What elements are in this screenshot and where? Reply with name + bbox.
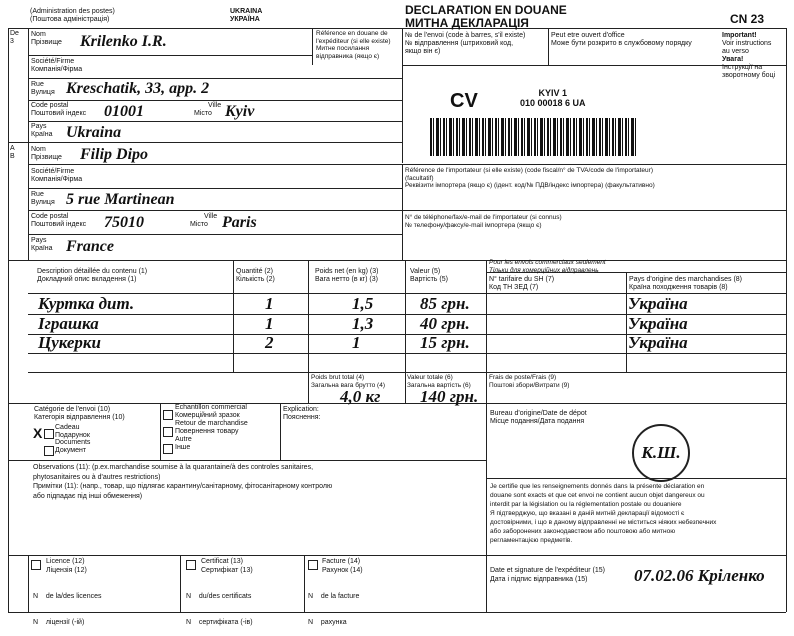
recipient-postcode: 75010 <box>104 214 144 231</box>
category-other-checkbox[interactable] <box>163 444 173 454</box>
item-weight: 1,3 <box>352 314 374 333</box>
invoice-field: Facture (14) Рахунок (14) <box>322 558 363 574</box>
explanation-label: Explication: Пояснення: <box>283 406 321 421</box>
observations-label: Observations (11): (p.ex.marchandise soumise à la quarantaine/à des controles sanitaires, phytosanitaires ou à d'autres restrictions) Примітки (11): (напр., товар, що підлягає карантину/санітарному, фітосанітарному контролю або підпадає під інші обмеження) <box>33 464 333 500</box>
sender-city: Kyiv <box>225 103 255 120</box>
recipient-city: Paris <box>222 214 257 231</box>
item-value: 85 грн. <box>420 294 470 313</box>
ouvert-office-label: Peut etre ouvert d'office Може бути розкрито в службовому порядку <box>551 32 692 47</box>
commercial-only-label: Pour les envois commerciaux seulement Тільки для комерційних відправлень <box>489 259 606 274</box>
importer-tel-label: N° de téléphone/fax/e-mail de l'importateur (si connus) № телефону/факсу/е-mail імпортера (якщо є) <box>405 214 562 229</box>
category-gift-checkbox[interactable] <box>44 429 54 439</box>
category-documents-checkbox[interactable] <box>44 446 54 456</box>
total-weight: 4,0 кг <box>340 387 381 406</box>
form-title: DECLARATION EN DOUANE МИТНА ДЕКЛАРАЦІЯ <box>405 3 567 30</box>
certification-text: Je certifie que les renseignements donnés dans la présente déclaration en douane sont exacts et que cet envoi ne contient aucun objet dangereux ou interdit par la législation ou la réglementation postale ou douaniere Я підтверджую, що вказані в даній митній декларації відомості є достовірними, і що в даному відправленні не міститься ніяких небезпечних або заборонених законодавством або поштовою або митною регламентацією предметів. <box>490 483 717 544</box>
item-quantity: 1 <box>265 314 274 333</box>
form-code: CN 23 <box>730 12 765 26</box>
certificate-number-label: N du/des certificats N сертифіката (-ів) <box>186 593 253 626</box>
col-header-weight: Poids net (en kg) (3) Вага нетто (в кг) (3) <box>315 268 379 283</box>
office-stamp: К.Ш. <box>632 424 690 482</box>
sender-de-label: De 3 <box>10 30 19 45</box>
sender-name: Krilenko I.R. <box>80 33 167 50</box>
recipient-ab-label: A B <box>10 145 15 160</box>
country-name: UKRAINA УКРАЇНА <box>230 8 263 23</box>
total-value-label: Valeur totale (6) Загальна вартість (6) <box>407 374 471 389</box>
item-origin: Україна <box>628 333 688 352</box>
cv-label: CV <box>450 90 478 112</box>
col-header-tariff: N° tarifaire du SH (7) Код ТН ЗЕД (7) <box>489 276 555 291</box>
licence-checkbox[interactable] <box>31 560 41 570</box>
category-title: Catégorie de l'envoi (10) Категорія відправлення (10) <box>34 406 125 421</box>
signature-value: 07.02.06 Кріленко <box>634 566 765 585</box>
item-description: Цукерки <box>38 333 101 352</box>
item-weight: 1,5 <box>352 294 374 313</box>
recipient-name: Filip Dipo <box>80 146 149 163</box>
recipient-street: 5 rue Martinean <box>66 191 175 208</box>
item-origin: Україна <box>628 294 688 313</box>
item-description: Іграшка <box>38 314 99 333</box>
sender-country: Ukraina <box>66 124 122 141</box>
envoi-number-label: № de l'envoi (code à barres, s'il existe) № відправлення (штриховий код, якщо він є) <box>405 32 526 55</box>
barcode-image <box>430 118 638 156</box>
sender-pays-label: Pays Країна <box>31 123 53 138</box>
col-header-description: Description détaillée du contenu (1) Докладний опис вкладення (1) <box>37 268 148 283</box>
col-header-quantity: Quantité (2) Кількість (2) <box>236 268 275 283</box>
licence-number-label: N de la/des licences N ліцензії (-ій) <box>33 593 102 626</box>
item-value: 40 грн. <box>420 314 470 333</box>
certificate-field: Certificat (13) Сертифікат (13) <box>201 558 253 574</box>
sender-cp-label: Code postal Поштовий індекс <box>31 102 87 117</box>
recipient-ville-label: Ville Місто <box>190 213 218 228</box>
postal-fees-label: Frais de poste/Frais (9) Поштові збори/Витрати (9) <box>489 374 570 389</box>
item-origin: Україна <box>628 314 688 333</box>
sender-ville-label: Ville Місто <box>194 102 222 117</box>
sender-rue-label: Rue Вулиця <box>31 81 55 96</box>
signature-label: Date et signature de l'expéditeur (15) Дата і підпис відправника (15) <box>490 567 605 583</box>
licence-field: Licence (12) Ліцензія (12) <box>46 558 87 574</box>
origin-office-label: Bureau d'origine/Date de dépot Місце подання/Дата подання <box>490 410 587 425</box>
col-header-value: Valeur (5) Вартість (5) <box>410 268 448 283</box>
recipient-nom-label: Nom Прізвище <box>31 146 62 161</box>
recipient-societe-label: Société/Firme Компанія/Фірма <box>31 168 83 183</box>
certificate-checkbox[interactable] <box>186 560 196 570</box>
category-gift-mark: X <box>33 425 43 441</box>
item-quantity: 1 <box>265 294 274 313</box>
item-description: Куртка дит. <box>38 294 135 313</box>
admin-label: (Administration des postes) (Поштова адміністрація) <box>30 8 115 23</box>
item-weight: 1 <box>352 333 361 352</box>
sender-postcode: 01001 <box>104 103 144 120</box>
total-value: 140 грн. <box>420 387 479 406</box>
sender-street: Kreschatik, 33, app. 2 <box>66 80 210 97</box>
item-value: 15 грн. <box>420 333 470 352</box>
category-right-options: Echantillon commercial Комерційний зразок Retour de marchandise Повернення товару Autre Інше <box>175 404 248 451</box>
importer-ref-label: Référence de l'importateur (si elle existe) (code fiscal/n° de TVA/code de l'importateur) (facultatif) Реквізити імпортера (якщо є) (ідент. код/№ ПДВ/індекс імпортера) (факультативно) <box>405 167 655 189</box>
office-code: KYIV 1 010 00018 6 UA <box>520 88 586 108</box>
ref-expediteur-label: Référence en douane de l'expéditeur (si elle existe) Митне посилання відправника (якщо є) <box>316 30 391 60</box>
category-sample-checkbox[interactable] <box>163 410 173 420</box>
category-left-options: Cadeau Подарунок Documents Документ <box>55 424 91 454</box>
invoice-number-label: N de la facture N рахунка <box>308 593 360 626</box>
item-quantity: 2 <box>265 333 274 352</box>
recipient-cp-label: Code postal Поштовий індекс <box>31 213 87 228</box>
recipient-rue-label: Rue Вулиця <box>31 191 55 206</box>
sender-societe-label: Société/Firme Компанія/Фірма <box>31 58 83 73</box>
total-weight-label: Poids brut total (4) Загальна вага брутто (4) <box>311 374 385 389</box>
sender-nom-label: Nom Прізвище <box>31 31 62 46</box>
invoice-checkbox[interactable] <box>308 560 318 570</box>
col-header-origin: Pays d'origine des marchandises (8) Країна походження товарів (8) <box>629 276 743 291</box>
category-return-checkbox[interactable] <box>163 427 173 437</box>
recipient-pays-label: Pays Країна <box>31 237 53 252</box>
recipient-country: France <box>66 238 114 255</box>
instructions-note: Important! Voir instructions au verso Увага! Інструкції на зворотному боці <box>722 32 776 79</box>
